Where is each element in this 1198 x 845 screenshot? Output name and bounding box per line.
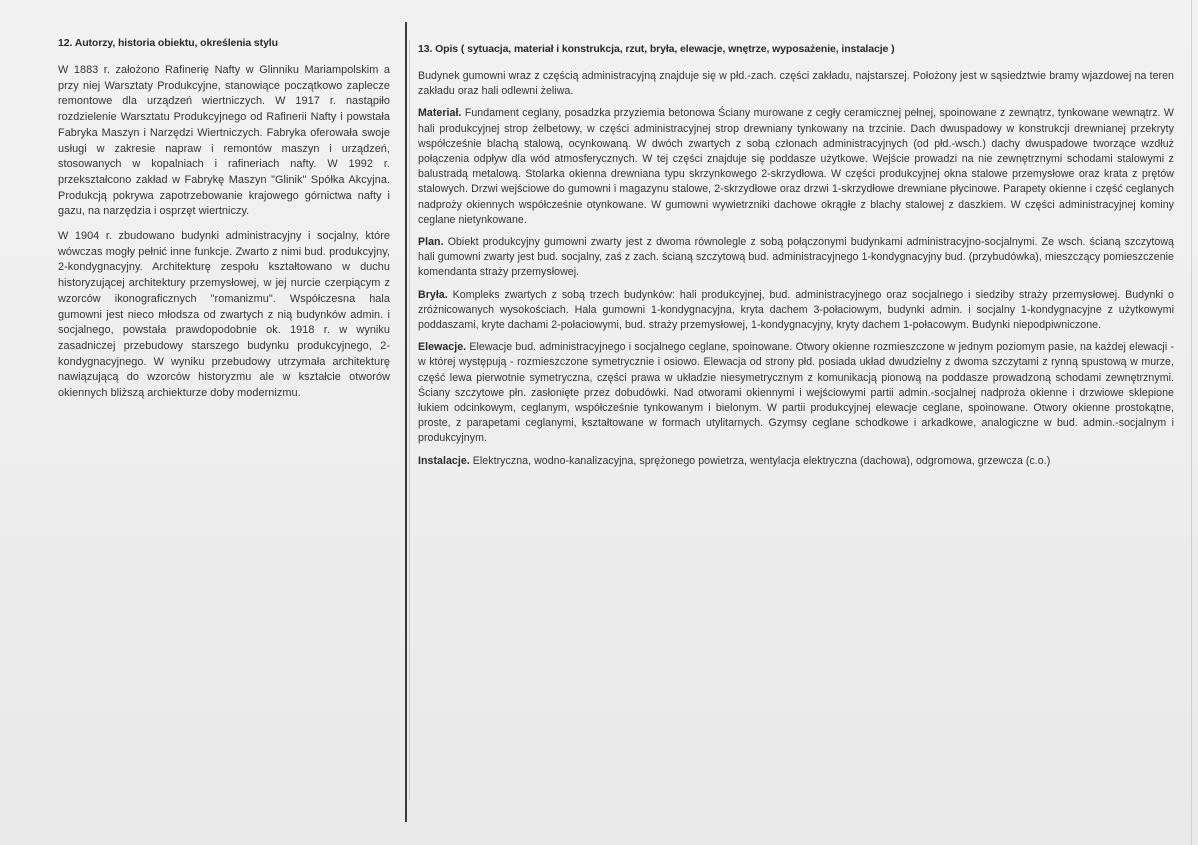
section-instalacje (418, 454, 1174, 469)
left-column (58, 37, 390, 411)
section-elewacje (418, 340, 1174, 446)
history-paragraph-1: W 1883 r. założono Rafinerię Nafty w Glinniku Mariampolskim a przy niej Warsztaty Produkcyjne, stanowiące początkowo zaplecze remontowe dla urządzeń wiertniczych. W 1917 r. nastąpiło rozdzielenie Warsztatu Produkcyjnego od Rafinerii Nafty i powstała Fabryka Maszyn i Narzędzi Wiertniczych. Fabryka oferowała swoje usługi w zakresie napraw i remontów maszyn i urządzeń, stosowanych w kopalniach i rafineriach nafty. W 1992 r. przekształcono zakład w Fabrykę Maszyn "Glinik" Spółka Akcyjna. Produkcją pokrywa zapotrzebowanie krajowego górnictwa nafty i gazu, na narzędzia i osprzęt wiertniczy. (58, 64, 390, 218)
section-instalacje-label: Instalacje. (418, 454, 470, 467)
section-plan-text: Obiekt produkcyjny gumowni zwarty jest z dwoma równolegle z sobą połączonymi budynkami administracyjno-socjalnymi. Ze wsch. ścianą szczytową hali gumowni zwarty jest bud. socjalny, zaś z zach. ścianą szczytową bud. administracyjnego 1-kondygnacyjny bud. (przybudówka), mieszczący pomieszczenie komendanta straży przemysłowej. (418, 236, 1174, 279)
section-instalacje-text: Elektryczna, wodno-kanalizacyjna, sprężonego powietrza, wentylacja elektryczna (dachowa), odgromowa, grzewcza (c.o.) (472, 454, 1051, 467)
column-divider-shadow (409, 40, 410, 800)
section-13-heading: 13. Opis ( sytuacja, materiał i konstrukcja, rzut, bryła, elewacje, wnętrze, wyposażenie, instalacje ) (418, 43, 895, 55)
section-bryla (418, 288, 1174, 334)
section-elewacje-text: Elewacje bud. administracyjnego i socjalnego ceglane, spoinowane. Otwory okienne rozmieszczone w jednym poziomym pasie, na każdej elewacji - w której występują - rozmieszczone symetrycznie i osiowo. Elewacja od strony płd. posiada układ dwudzielny z dwoma szczytami z rynną spustową w murze, część lewa pierwotnie symetryczna, części prawa w układzie niesymetrycznym z komunikacją pionową na poddasze prowadzoną schodami zewnętrznymi. Ściany szczytowe płn. zasłonięte przez dobudówki. Nad otworami okiennymi i wejściowymi partii admin.-socjalnej nadproża okienne i drzwiowe sklepione łukiem odcinkowym, ceglanym, współcześnie tynkowanym i bielonym. W partii produkcyjnej elewacje ceglane, spoinowane. Otwory okienne prostokątne, proste, z parapetami ceglanymi, kształtowane w formach utylitarnych. Gzymsy ceglane schodkowe i arkadkowe, analogiczne w bud. admin.-socjalnym i produkcyjnym. (418, 341, 1174, 445)
section-bryla-text: Kompleks zwartych z sobą trzech budynków: hali produkcyjnej, bud. administracyjnego oraz socjalnego i siedziby straży przemysłowej. Budynki o zróżnicowanych wysokościach. Hala gumowni 1-kondygnacyjna, kryta dachem 3-połaciowym, budynki admin. i socjalny 1-kondygnacyjne z użytkowymi poddaszami, kryte dachami 2-połaciowymi, bud. straży przemysłowej, 1-kondygnacyjny, kryty dachem 1-połacowym. Budynki niepodpiwniczone. (418, 288, 1174, 332)
column-divider (405, 22, 407, 822)
section-plan-label: Plan. (418, 236, 444, 249)
page-edge (1191, 0, 1192, 845)
description-intro: Budynek gumowni wraz z częścią administracyjną znajduje się w płd.-zach. części zakładu, najstarszej. Położony jest w sąsiedztwie bramy wjazdowej na teren zakładu oraz hali odlewni żeliwa. (418, 70, 1174, 98)
section-material-text: Fundament ceglany, posadzka przyziemia betonowa Ściany murowane z cegły ceramicznej pełnej, spoinowane z zewnątrz, tynkowane wewnątrz. W hali produkcyjnej strop żelbetowy, w części administracyjnej strop drewniany tynkowany na trzcinie. Dach dwuspadowy w konstrukcji drewnianej przekryty współcześnie blachą stalową, ocynkowaną. W dwóch zwartych z sobą członach administracyjnych (od płd.-wsch.) dachy dwuspadowe tworzące wzdłuż połączenia odpływ dla wód atmosferycznych. W tej części znajduje się poddasze użytkowe. Wejście prowadzi na nie zewnętrznymi schodami stalowymi z balustradą metalową. Stolarka okienna drewniana typu skrzynkowego 2-skrzydłowa. W części produkcyjnej okna stalowe przemysłowe oraz krata z prętów stalowych. Drzwi wejściowe do gumowni i magazynu stalowe, 2-skrzydłowe oraz drzwi 1-skrzydłowe drewniane płycinowe. Parapety okienne i część ceglanych nadproży okiennych współcześnie otynkowane. W gumowni wywietrzniki dachowe okrągłe z blachy stalowej z daszkiem. W części administracyjnej kominy ceglane nietynkowane. (418, 107, 1174, 226)
history-paragraph-2: W 1904 r. zbudowano budynki administracyjny i socjalny, które wówczas mogły pełnić inne funkcje. Zwarto z nimi bud. produkcyjny, 2-kondygnacyjny. Architekturę zespołu kształtowano w duchu historyzującej architektury przemysłowej, w jej nurcie czerpiącym z wzorców ikonograficznych "romanizmu". Współczesna hala gumowni jest nieco młodsza od zwartych z nią budynków admin. i socjalnego, powstała prawdopodobnie ok. 1918 r. w wyniku zasadniczej przebudowy starszego budynku produkcyjnego, 2-kondygnacyjnego. W wyniku przebudowy utrzymała architekturę nawiązującą do wzorców historyzmu ale w kształcie otworów okiennych bliższą archiekturze doby modernizmu. (58, 230, 390, 400)
section-material-label: Materiał. (418, 107, 462, 120)
section-elewacje-label: Elewacje. (418, 341, 467, 354)
section-12-heading: 12. Autorzy, historia obiektu, określenia stylu (58, 37, 278, 49)
right-column (418, 43, 1174, 476)
section-material (418, 106, 1174, 228)
section-bryla-label: Bryła. (418, 288, 448, 301)
section-plan (418, 235, 1174, 281)
